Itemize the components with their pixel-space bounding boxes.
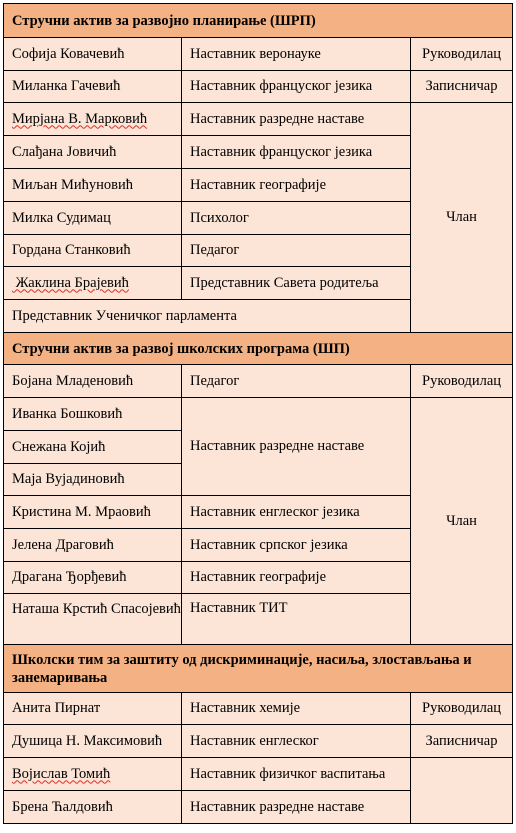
member-name <box>4 103 182 136</box>
member-name: Софија Ковачевић <box>4 38 182 71</box>
member-position: Наставник разредне наставе <box>182 791 411 824</box>
member-position: Педагог <box>182 365 411 398</box>
member-role-merged: Члан <box>411 398 513 645</box>
member-role-empty <box>411 758 513 824</box>
member-position: Наставник веронауке <box>182 38 411 71</box>
member-name <box>4 267 182 300</box>
member-position: Наставник хемије <box>182 693 411 725</box>
section-title: Стручни актив за развојно планирање (ШРП) <box>4 4 513 38</box>
member-role: Записничар <box>411 71 513 103</box>
member-name: Снежана Којић <box>4 431 182 464</box>
member-name: Миланка Гачевић <box>4 71 182 103</box>
member-name: Брена Ћалдовић <box>4 791 182 824</box>
member-name: Маја Вујадиновић <box>4 464 182 496</box>
member-name: Иванка Бошковић <box>4 398 182 431</box>
member-name-text: Мирјана В. Марковић <box>12 110 148 127</box>
member-name-text: Војислав Томић <box>12 765 111 782</box>
teams-table <box>3 3 513 824</box>
member-role: Записничар <box>411 725 513 758</box>
member-role-merged: Члан <box>411 103 513 333</box>
member-name: Кристина М. Мраовић <box>4 496 182 529</box>
member-position: Представник Савета родитеља <box>182 267 411 300</box>
member-position: Наставник француског језика <box>182 71 411 103</box>
member-name: Слађана Јовичић <box>4 136 182 169</box>
member-position: Наставник географије <box>182 169 411 202</box>
member-name: Наташа Крстић Спасојевић <box>4 594 182 645</box>
member-position: Наставник географије <box>182 562 411 594</box>
member-name: Милка Судимац <box>4 202 182 235</box>
member-name <box>4 758 182 791</box>
student-parliament-row: Представник Ученичког парламента <box>4 300 411 333</box>
member-name-text: Жаклина Брајевић <box>12 274 129 291</box>
member-name: Гордана Станковић <box>4 235 182 267</box>
section-title: Стручни актив за развој школских програма (ШП) <box>4 333 513 365</box>
member-position: Педагог <box>182 235 411 267</box>
member-role: Руководилац <box>411 693 513 725</box>
member-position: Наставник ТИТ <box>182 594 411 645</box>
member-position: Наставник физичког васпитања <box>182 758 411 791</box>
member-name: Бојана Младеновић <box>4 365 182 398</box>
member-position: Наставник француског језика <box>182 136 411 169</box>
section-title: Школски тим за заштиту од дискриминације, насиља, злостављања и занемаривања <box>4 645 513 693</box>
member-position: Наставник разредне наставе <box>182 103 411 136</box>
member-name: Анита Пирнат <box>4 693 182 725</box>
member-name: Душица Н. Максимовић <box>4 725 182 758</box>
member-name: Миљан Мићуновић <box>4 169 182 202</box>
member-role: Руководилац <box>411 365 513 398</box>
member-position: Психолог <box>182 202 411 235</box>
member-position: Наставник енглеског <box>182 725 411 758</box>
member-name: Драгана Ђорђевић <box>4 562 182 594</box>
member-name: Јелена Драговић <box>4 529 182 562</box>
member-position-merged: Наставник разредне наставе <box>182 398 411 496</box>
member-position: Наставник енглеског језика <box>182 496 411 529</box>
member-role: Руководилац <box>411 38 513 71</box>
member-position: Наставник српског језика <box>182 529 411 562</box>
